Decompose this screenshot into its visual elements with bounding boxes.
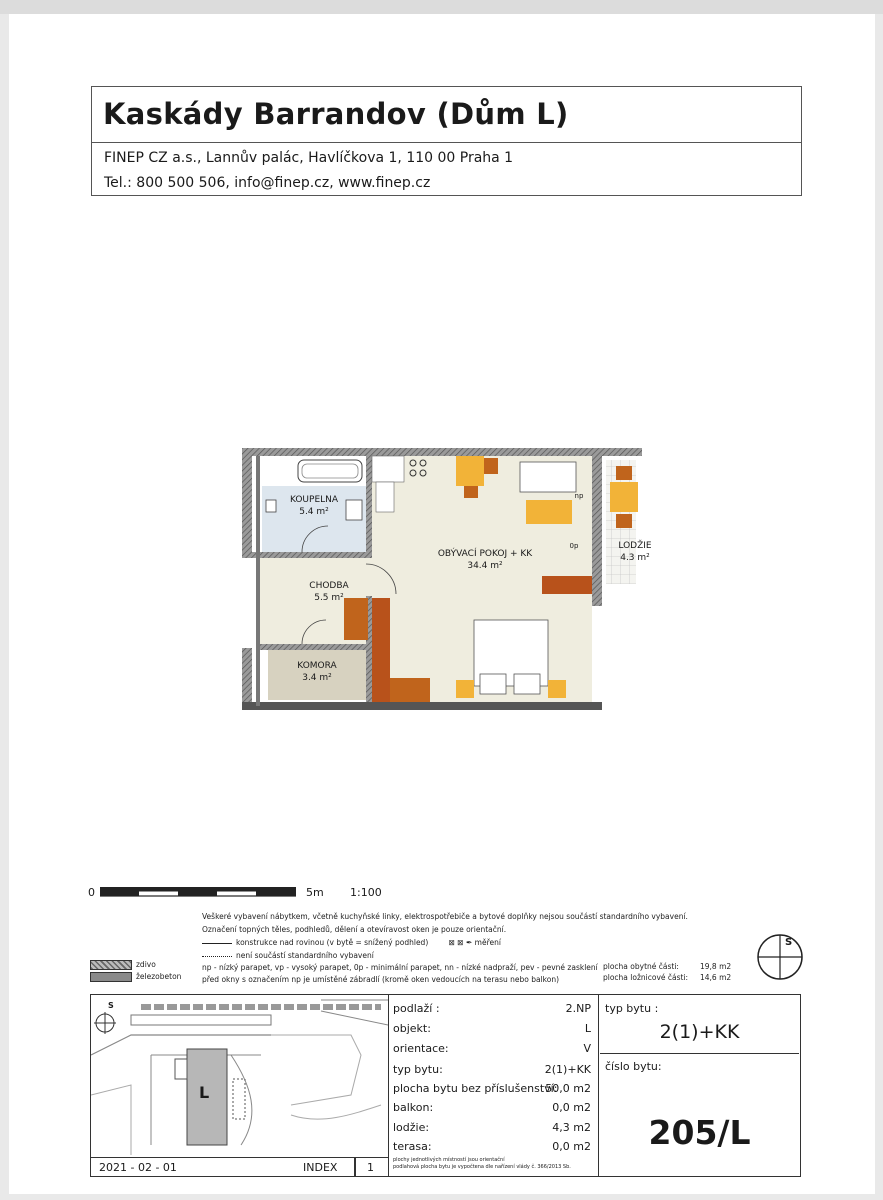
param-label: balkon: (393, 1101, 434, 1114)
scale-length: 5m (306, 886, 324, 899)
note-line-4-text: není součástí standardního vybavení (236, 951, 374, 960)
scale-ratio: 1:100 (350, 886, 382, 899)
room-komora (286, 660, 348, 684)
room-obyvaci-pokoj (420, 548, 550, 572)
param-label: podlaží : (393, 1002, 440, 1015)
note-measure: měření (474, 938, 501, 947)
room-chodba-area: 5.5 m² (314, 593, 344, 603)
typ-bytu-label: typ bytu : (605, 1002, 659, 1015)
room-koupelna-name: KOUPELNA (289, 495, 339, 505)
site-map (91, 995, 389, 1157)
param-value: 2.NP (565, 1002, 591, 1015)
room-obyvaci-area: 34.4 m² (467, 561, 503, 571)
plocha-loznicove-label: plocha ložnicové části: (603, 973, 689, 982)
param-label: plocha bytu bez příslušenství: (393, 1082, 558, 1095)
scale-zero: 0 (88, 886, 95, 899)
room-obyvaci-name: OBÝVACÍ POKOJ + KK (437, 549, 533, 559)
scale-bar-graphic (100, 887, 296, 897)
site-map-drawing (91, 995, 388, 1157)
date-index-row (91, 1157, 389, 1177)
room-lodzie (610, 540, 660, 564)
param-value: L (584, 1022, 591, 1035)
param-value: 2(1)+KK (544, 1063, 591, 1076)
room-lodzie-name: LODŽIE (618, 541, 652, 551)
compass-letter: S (785, 937, 793, 948)
param-label: lodžie: (393, 1121, 430, 1134)
site-map-building-label: L (199, 1083, 210, 1102)
area-footnote (393, 1157, 571, 1171)
room-chodba (294, 580, 364, 604)
compass-icon (756, 933, 804, 981)
param-label: objekt: (393, 1022, 431, 1035)
area-footnote-2: podlahová plocha bytu je vypočtena dle nařízení vlády č. 366/2013 Sb. (393, 1164, 571, 1170)
plocha-obytne-label: plocha obytné části: (603, 962, 679, 971)
note-line-2: Označení topných těles, podhledů, dělení a otevíravost oken je pouze orientační. (202, 925, 507, 934)
note-line-4 (202, 950, 374, 961)
room-chodba-name: CHODBA (309, 581, 349, 591)
legend-zdivo (90, 959, 156, 970)
window-np-mark: np (574, 492, 584, 500)
plocha-obytne-value: 19,8 m2 (700, 962, 732, 971)
param-value: 50,0 m2 (545, 1082, 591, 1095)
note-line-1: Veškeré vybavení nábytkem, včetně kuchyňské linky, elektrospotřebiče a bytové doplňky nejsou součástí standardního vybavení. (202, 912, 688, 921)
room-koupelna-area: 5.4 m² (299, 507, 329, 517)
room-komora-name: KOMORA (297, 661, 337, 671)
index-value: 1 (367, 1161, 374, 1174)
cislo-bytu-value: 205/L (648, 1113, 751, 1152)
floor-plan (242, 448, 652, 710)
room-lodzie-area: 4.3 m² (620, 553, 650, 563)
legend-zelezobeton (90, 971, 181, 982)
top-bar (0, 0, 883, 14)
param-value: 4,3 m2 (552, 1121, 591, 1134)
legend-zdivo-label: zdivo (136, 960, 156, 969)
typ-bytu-box (600, 995, 799, 1054)
room-koupelna (284, 494, 344, 518)
param-value: 0,0 m2 (552, 1101, 591, 1114)
site-map-s-letter: S (108, 1001, 114, 1010)
area-footnote-1: plochy jednotlivých místností jsou orientační (393, 1157, 505, 1163)
company-line: FINEP CZ a.s., Lannův palác, Havlíčkova 1, 110 00 Praha 1 (104, 150, 514, 166)
plocha-loznicove-value: 14,6 m2 (700, 973, 732, 982)
note-line-6: před okny s označením np je umístěné zábradlí (kromě oken vedoucích na terasu nebo balkon) (202, 975, 560, 984)
param-label: orientace: (393, 1042, 449, 1055)
cislo-bytu-box (600, 1053, 799, 1175)
info-block (90, 994, 801, 1177)
param-value: 0,0 m2 (552, 1140, 591, 1153)
cislo-bytu-label: číslo bytu: (605, 1060, 662, 1073)
note-line-5: np - nízký parapet, vp - vysoký parapet, 0p - minimální parapet, nn - nízké nadpraží, pev - pevné zasklení (202, 963, 598, 972)
note-line-3: konstrukce nad rovinou (v bytě = snížený podhled) ⊠ ⊠ ✒ měření (202, 937, 501, 948)
header-box (91, 86, 802, 196)
legend-zelezobeton-label: železobeton (136, 972, 182, 981)
window-0p-mark: 0p (569, 542, 579, 550)
index-label: INDEX (303, 1161, 338, 1174)
param-label: typ bytu: (393, 1063, 443, 1076)
contact-line: Tel.: 800 500 506, info@finep.cz, www.finep.cz (104, 175, 431, 191)
note-line-3-text: konstrukce nad rovinou (v bytě = snížený podhled) (236, 938, 429, 947)
document-date: 2021 - 02 - 01 (99, 1161, 177, 1174)
project-title: Kaskády Barrandov (Dům L) (92, 87, 801, 143)
param-value: V (583, 1042, 591, 1055)
typ-bytu-value: 2(1)+KK (659, 1021, 740, 1043)
param-label: terasa: (393, 1140, 432, 1153)
apartment-parameters (390, 995, 599, 1176)
room-komora-area: 3.4 m² (302, 673, 332, 683)
